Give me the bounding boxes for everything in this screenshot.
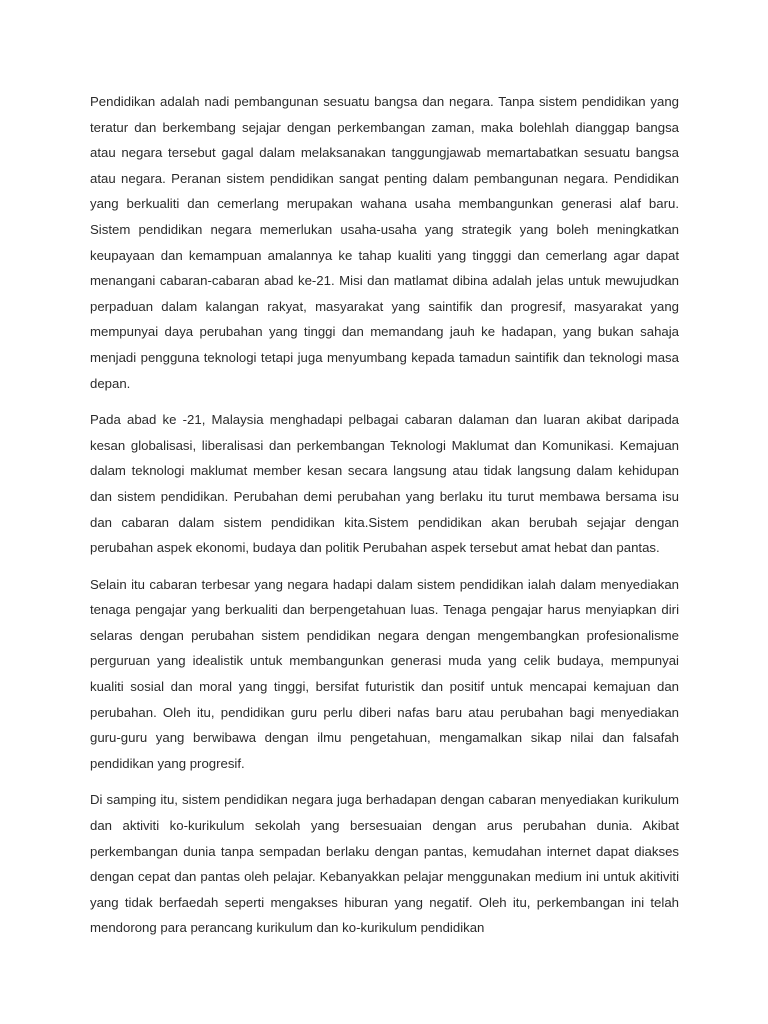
document-body xyxy=(90,89,679,941)
paragraph-2: Pada abad ke -21, Malaysia menghadapi pelbagai cabaran dalaman dan luaran akibat daripada kesan globalisasi, liberalisasi dan perkembangan Teknologi Maklumat dan Komunikasi. Kemajuan dalam teknologi maklumat member kesan secara langsung atau tidak langsung dalam kehidupan dan sistem pendidikan. Perubahan demi perubahan yang berlaku itu turut membawa bersama isu dan cabaran dalam sistem pendidikan kita.Sistem pendidikan akan berubah sejajar dengan perubahan aspek ekonomi, budaya dan politik Perubahan aspek tersebut amat hebat dan pantas. xyxy=(90,412,679,556)
paragraph-4: Di samping itu, sistem pendidikan negara juga berhadapan dengan cabaran menyediakan kurikulum dan aktiviti ko-kurikulum sekolah yang bersesuaian dengan arus perubahan dunia. Akibat perkembangan dunia tanpa sempadan berlaku dengan pantas, kemudahan internet dapat diakses dengan cepat dan pantas oleh pelajar. Kebanyakkan pelajar menggunakan medium ini untuk akitiviti yang tidak berfaedah seperti mengakses hiburan yang negatif. Oleh itu, perkembangan ini telah mendorong para perancang kurikulum dan ko-kurikulum pendidikan xyxy=(90,792,679,936)
paragraph-3: Selain itu cabaran terbesar yang negara hadapi dalam sistem pendidikan ialah dalam menyediakan tenaga pengajar yang berkualiti dan berpengetahuan luas. Tenaga pengajar harus menyiapkan diri selaras dengan perubahan sistem pendidikan negara dengan mengembangkan profesionalisme perguruan yang idealistik untuk membangunkan generasi muda yang celik budaya, mempunyai kualiti sosial dan moral yang tinggi, bersifat futuristik dan positif untuk mencapai kemajuan dan perubahan. Oleh itu, pendidikan guru perlu diberi nafas baru atau perubahan bagi menyediakan guru-guru yang berwibawa dengan ilmu pengetahuan, mengamalkan sikap nilai dan falsafah pendidikan yang progresif. xyxy=(90,576,679,771)
paragraph-1: Pendidikan adalah nadi pembangunan sesuatu bangsa dan negara. Tanpa sistem pendidikan yang teratur dan berkembang sejajar dengan perkembangan zaman, maka bolehlah dianggap bangsa atau negara tersebut gagal dalam melaksanakan tanggungjawab memartabatkan sesuatu bangsa atau negara. Peranan sistem pendidikan sangat penting dalam pembangunan negara. Pendidikan yang berkualiti dan cemerlang merupakan wahana usaha membangunkan generasi alaf baru. Sistem pendidikan negara memerlukan usaha-usaha yang strategik yang boleh meningkatkan keupayaan dan kemampuan amalannya ke tahap kualiti yang tingggi dan cemerlang agar dapat menangani cabaran-cabaran abad ke-21. Misi dan matlamat dibina adalah jelas untuk mewujudkan perpaduan dalam kalangan rakyat, masyarakat yang saintifik dan progresif, masyarakat yang mempunyai daya perubahan yang tinggi dan memandang jauh ke hadapan, yang bukan sahaja menjadi pengguna teknologi tetapi juga menyumbang kepada tamadun saintifik dan teknologi masa depan. xyxy=(90,94,679,391)
